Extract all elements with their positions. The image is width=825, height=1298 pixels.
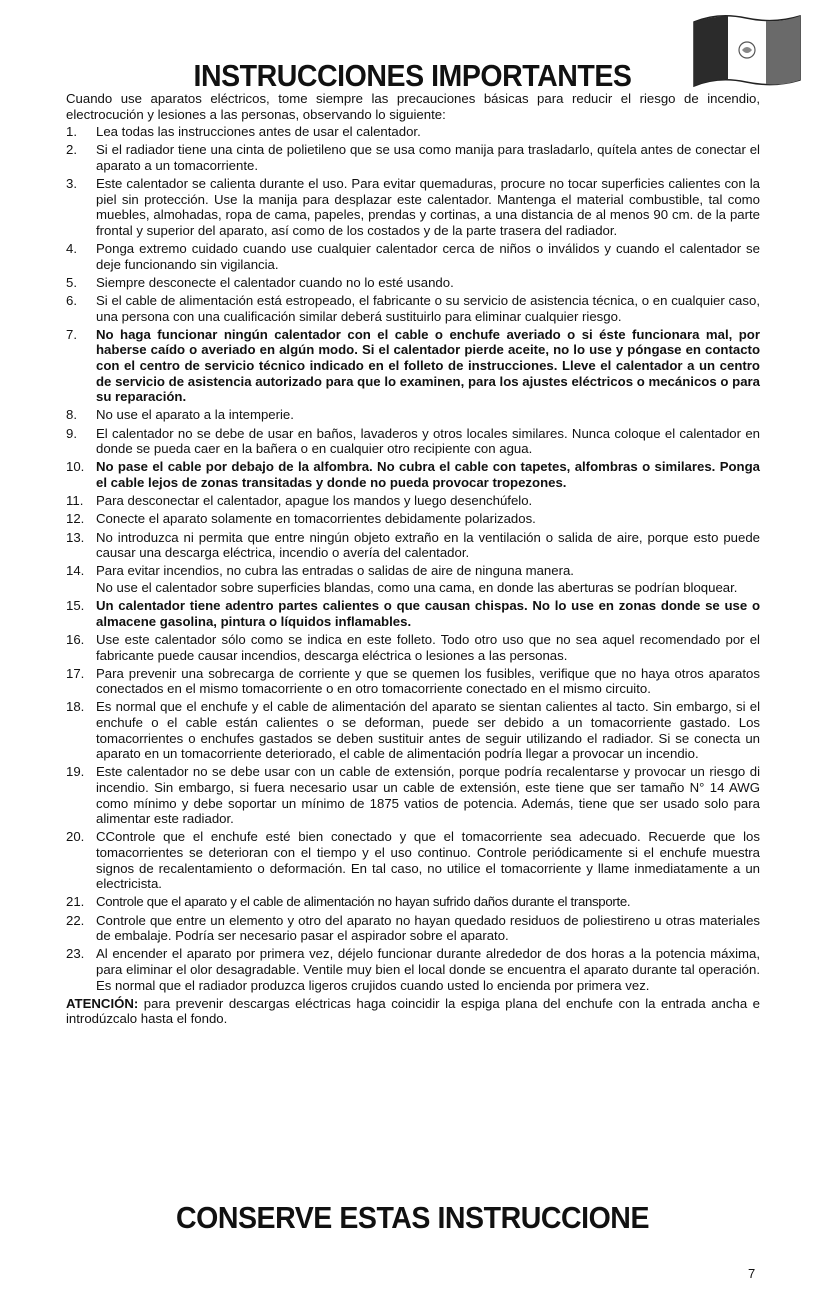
warning-label: ATENCIÓN: [66,995,139,1011]
list-item-3 [66,176,760,238]
item-number: 9. [66,425,77,441]
list-item-16 [66,632,760,663]
item-number: 13. [66,529,85,545]
item-number: 12. [66,511,85,527]
item-number: 6. [66,293,77,309]
item-extra-text: No use el calentador sobre superficies blandas, como una cama, en donde las aberturas se podrían bloquear. [96,579,738,595]
list-item-9 [66,426,760,457]
item-text: Use este calentador sólo como se indica en este folleto. Todo otro uso que no sea aquel recomendado por el fabricante puede causar incendios, descarga eléctrica o lesiones a las personas. [96,631,760,663]
item-text: No introduzca ni permita que entre ningún objeto extraño en la ventilación o salida de aire, porque esto puede causar una descarga eléctrica, incendio o avería del calentador. [96,529,760,561]
list-item-18 [66,699,760,761]
list-item-2 [66,142,760,173]
item-text: Para evitar incendios, no cubra las entradas o salidas de aire de ninguna manera. [96,563,574,579]
item-text: Este calentador se calienta durante el uso. Para evitar quemaduras, procure no tocar superficies calientes con la piel sin protección. Use la manija para desplazar este calentador. Mantenga el material combustible, tal como muebles, almohadas, ropa de cama, papeles, prendas y cortinas, a una distancia de al menos 90 cm. de la parte frontal y superior del aparato, así como de los costados y de la parte trasera del radiador. [96,176,760,238]
item-number: 5. [66,274,77,290]
item-number: 14. [66,563,85,579]
page-number: 7 [748,1266,756,1281]
item-text: Lea todas las instrucciones antes de usar el calentador. [96,124,421,140]
item-number: 15. [66,598,85,614]
item-text: Este calentador no se debe usar con un cable de extensión, porque podría recalentarse y provocar un riesgo di incendio. Sin embargo, si fuera necesario usar un cable de extensión, este tiene que ser tamaño N° 14 AWG como mínimo y debe soportar un mínimo de 1875 vatios de potencia. Además, tiene que ser usado solo para alimentar este radiador. [96,764,760,827]
item-text: Conecte el aparato solamente en tomacorrientes debidamente polarizados. [96,511,536,527]
list-item-1 [66,124,760,140]
warning-paragraph [66,996,760,1027]
item-number: 20. [66,829,85,845]
item-text: Controle que entre un elemento y otro del aparato no hayan quedado residuos de poliestireno u otras materiales de embalaje. Podría ser necesario pasar el aspirador sobre el aparato. [96,912,760,944]
item-text: Controle que el aparato y el cable de alimentación no hayan sufrido daños durante el transporte. [96,894,631,910]
item-number: 3. [66,176,77,192]
item-text: Si el cable de alimentación está estropeado, el fabricante o su servicio de asistencia técnica, o en cualquier caso, una persona con una cualificación similar deberá sustituirlo para eliminar cualquier riesgo. [96,293,760,324]
instruction-list [66,124,760,993]
list-item-20 [66,829,760,891]
item-number: 2. [66,142,77,158]
list-item-4 [66,241,760,272]
item-number: 23. [66,946,85,962]
item-number: 17. [66,665,85,681]
footer-title: CONSERVE ESTAS INSTRUCCIONE [175,1200,650,1235]
item-number: 11. [66,493,84,509]
item-text: Ponga extremo cuidado cuando use cualquier calentador cerca de niños o inválidos y cuando el calentador se deje funcionando sin vigilancia. [96,241,760,272]
item-text: Siempre desconecte el calentador cuando no lo esté usando. [96,274,454,290]
list-item-10 [66,459,760,490]
item-number: 1. [66,124,77,140]
item-number: 22. [66,912,85,928]
list-item-17 [66,666,760,697]
item-text: Al encender el aparato por primera vez, déjelo funcionar durante alrededor de dos horas a la potencia máxima, para eliminar el olor desagradable. Ventile muy bien el local donde se encuentra el aparato durante tal operación. Es normal que el radiador produzca ligeros crujidos cuando usted lo encienda por primera vez. [96,946,760,993]
list-item-8 [66,407,760,423]
list-item-11 [66,493,760,509]
list-item-23 [66,946,760,993]
list-item-19 [66,764,760,826]
item-number: 10. [66,459,85,475]
list-item-6 [66,293,760,324]
item-text: Si el radiador tiene una cinta de polietileno que se usa como manija para trasladarlo, quítela antes de conectar el aparato a un tomacorriente. [96,142,760,173]
item-text: No haga funcionar ningún calentador con el cable o enchufe averiado o si éste funcionara mal, por haberse caído o averiado en algún modo. Si el calentador pierde aceite, no lo use y póngase en contacto con el centro de servicio técnico indicado en el folleto de instrucciones. Lleve el calentador a un centro de servicio de asistencia autorizado para que lo examinen, para los ajustes eléctricos o mecánicos o para su reparación. [96,326,760,405]
item-text: No pase el cable por debajo de la alfombra. No cubra el cable con tapetes, alfombras o similares. Ponga el cable lejos de zonas transitadas y donde no pueda provocar tropezones. [96,459,760,490]
list-item-21 [66,894,760,910]
item-number: 19. [66,764,85,780]
item-text: No use el aparato a la intemperie. [96,407,294,423]
list-item-5 [66,275,760,291]
item-text: El calentador no se debe de usar en baños, lavaderos y otros locales similares. Nunca coloque el calentador en donde se pueda caer en la bañera o en cualquier otro recipiente con agua. [96,425,760,457]
item-number: 7. [66,326,77,342]
list-item-22 [66,913,760,944]
item-text: Un calentador tiene adentro partes calientes o que causan chispas. No lo use en zonas donde se use o almacene gasolina, pintura o líquidos inflamables. [96,598,760,629]
list-item-12 [66,511,760,527]
list-item-7 [66,327,760,405]
item-number: 16. [66,631,85,647]
item-text: Es normal que el enchufe y el cable de alimentación del aparato se sientan calientes al tacto. Sin embargo, si el enchufe o el cable están calientes o se deforman, puede ser debido a un tomacorriente gastado. Los tomacorrientes o enchufes gastados se deben sustituir antes de seguir utilizando el radiador. Si se conecta un aparato en un tomacorriente deteriorado, el cable de alimentación podría llegar a provocar un incendio. [96,699,760,762]
item-number: 8. [66,407,77,423]
list-item-15 [66,598,760,629]
list-item-14 [66,563,760,595]
item-text: Para desconectar el calentador, apague los mandos y luego desenchúfelo. [96,493,533,509]
warning-text: para prevenir descargas eléctricas haga coincidir la espiga plana del enchufe con la entrada ancha e introdúzcalo hasta el fondo. [66,995,760,1027]
page-title: INSTRUCCIONES IMPORTANTES [193,58,632,93]
item-text: CControle que el enchufe esté bien conectado y que el tomacorriente sea adecuado. Recuerde que los tomacorrientes se deterioran con el tiempo y el uso continuo. Controle periódicamente si el enchufe muestra signos de recalentamiento o deformación. En tal caso, no utilice el tomacorriente y llame inmediatamente a un electricista. [96,829,760,892]
item-number: 18. [66,699,85,715]
intro-paragraph: Cuando use aparatos eléctricos, tome siempre las precauciones básicas para reducir el riesgo de incendio, electrocución y lesiones a las personas, observando lo siguiente: [66,91,760,122]
item-number: 4. [66,241,77,257]
item-number: 21. [66,894,85,910]
item-text: Para prevenir una sobrecarga de corriente y que se quemen los fusibles, verifique que no haya otros aparatos conectados en el mismo tomacorriente o en otro tomacorriente conectado en el mismo circuito. [96,665,760,697]
list-item-13 [66,530,760,561]
instructions-body [66,91,760,1027]
